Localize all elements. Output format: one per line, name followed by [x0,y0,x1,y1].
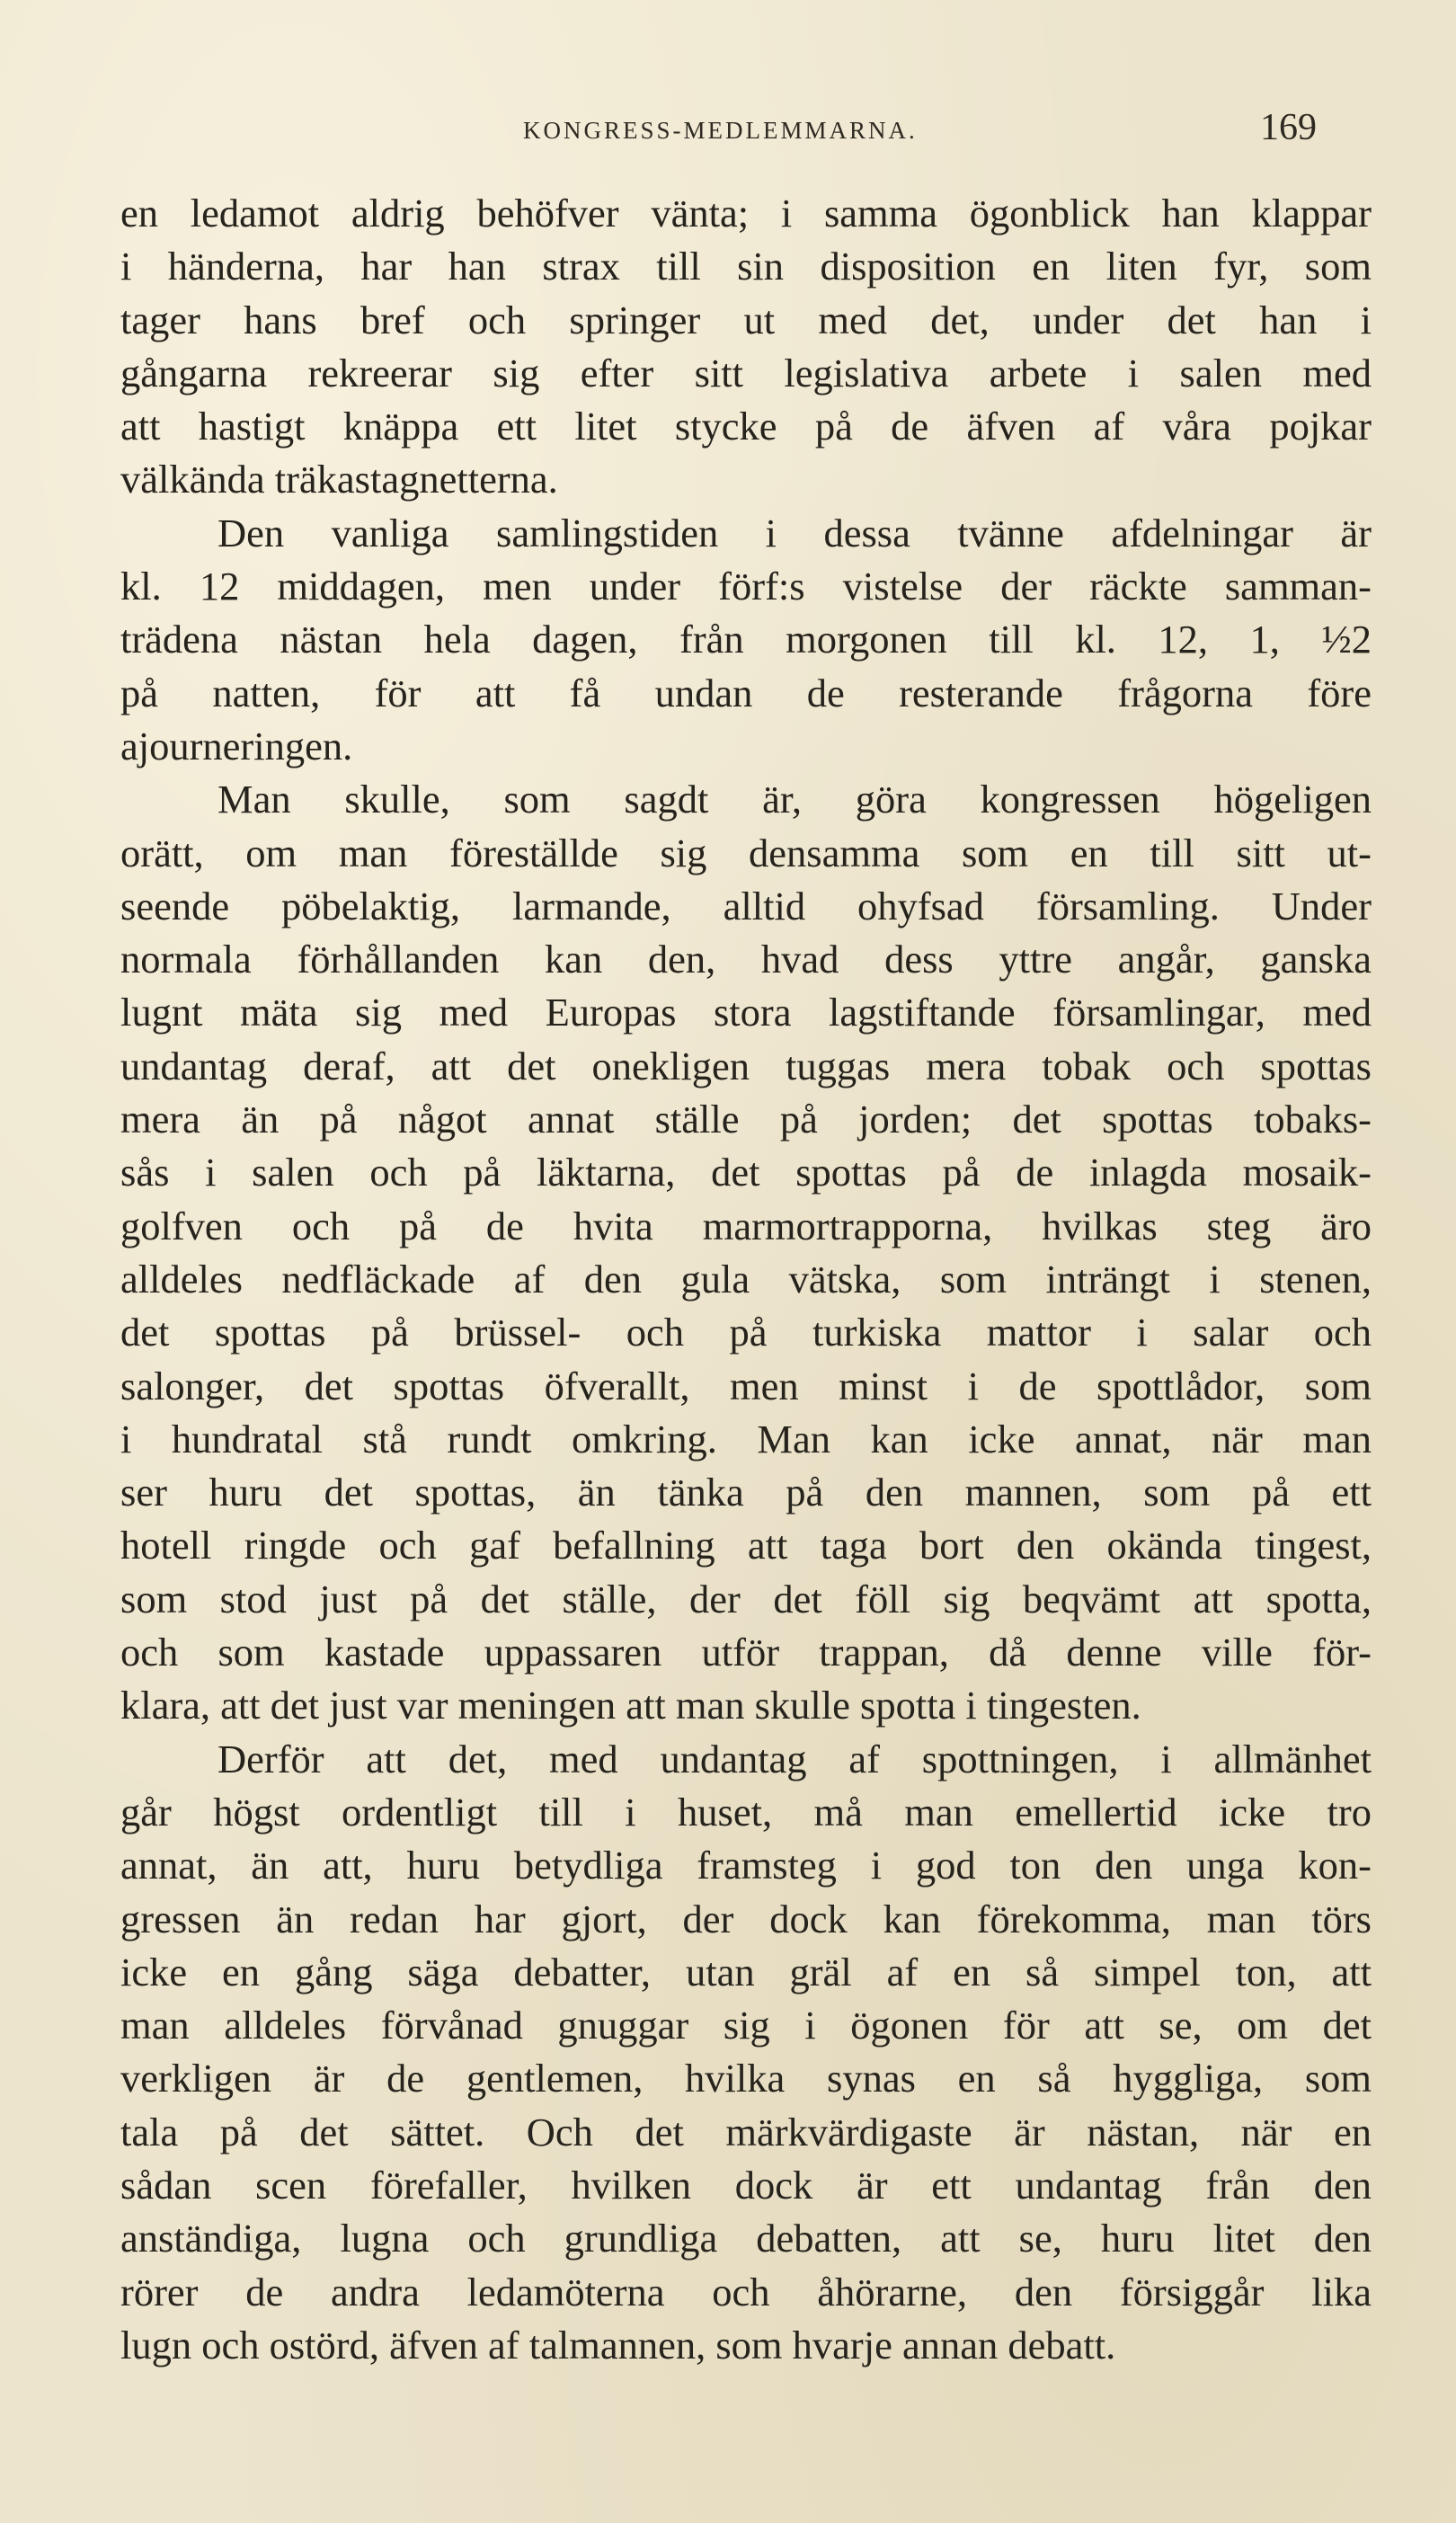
text-line: icke en gång säga debatter, utan gräl af en så simpel ton, att [120,1949,1372,1994]
text-line: anständiga, lugna och grundliga debatten, att se, huru litet den [120,2216,1372,2261]
text-line: man alldeles förvånad gnuggar sig i ögonen för att se, om det [120,2003,1372,2048]
text-line: välkända träkastagnetterna. [120,457,558,502]
paragraph [120,187,1372,507]
text-line: gångarna rekreerar sig efter sitt legislativa arbete i salen med [120,350,1372,395]
text-line: att hastigt knäppa ett litet stycke på de äfven af våra pojkar [120,404,1372,449]
text-line: Derför att det, med undantag af spottningen, i allmänhet [218,1736,1372,1781]
text-line: Man skulle, som sagdt är, göra kongressen högeligen [218,777,1372,822]
text-line: lugn och ostörd, äfven af talmannen, som hvarje annan debatt. [120,2322,1116,2368]
text-line: seende pöbelaktig, larmande, alltid ohyfsad församling. Under [120,883,1372,928]
text-line: sådan scen förefaller, hvilken dock är ett undantag från den [120,2162,1372,2208]
page-number: 169 [1260,107,1317,148]
text-line: mera än på något annat ställe på jorden; det spottas tobaks- [120,1097,1372,1142]
running-head [0,106,1456,169]
text-line: verkligen är de gentlemen, hvilka synas en så hyggliga, som [120,2056,1372,2101]
running-title: KONGRESS-MEDLEMMARNA. [523,117,918,144]
text-line: orätt, om man föreställde sig densamma som en till sitt ut- [120,830,1372,875]
text-line: normala förhållanden kan den, hvad dess yttre angår, ganska [120,937,1372,982]
text-line: på natten, för att få undan de resterande frågorna före [120,670,1372,715]
text-line: alldeles nedfläckade af den gula vätska, som inträngt i stenen, [120,1256,1372,1301]
text-line: det spottas på brüssel- och på turkiska mattor i salar och [120,1310,1372,1355]
text-line: som stod just på det ställe, der det föll sig beqvämt att spotta, [120,1576,1372,1621]
text-line: annat, än att, huru betydliga framsteg i god ton den unga kon- [120,1843,1372,1888]
text-line: sås i salen och på läktarna, det spottas på de inlagda mosaik- [120,1150,1372,1195]
text-line: rörer de andra ledamöterna och åhörarne, den försiggår lika [120,2269,1372,2314]
text-line: tala på det sättet. Och det märkvärdigaste är nästan, när en [120,2109,1372,2154]
text-line: en ledamot aldrig behöfver vänta; i samma ögonblick han klappar [120,191,1372,235]
paragraph [120,773,1372,1732]
text-line: i hundratal stå rundt omkring. Man kan icke annat, när man [120,1416,1372,1461]
text-line: undantag deraf, att det onekligen tuggas mera tobak och spottas [120,1043,1372,1088]
text-line: går högst ordentligt till i huset, må man emellertid icke tro [120,1789,1372,1835]
paragraph [120,1733,1372,2373]
body-text [120,187,1372,2372]
text-line: Den vanliga samlingstiden i dessa tvänne afdelningar är [218,510,1372,555]
text-line: kl. 12 middagen, men under förf:s vistelse der räckte samman- [120,564,1372,609]
text-line: salonger, det spottas öfverallt, men minst i de spottlådor, som [120,1363,1372,1408]
text-line: trädena nästan hela dagen, från morgonen till kl. 12, 1, ½2 [120,617,1372,662]
text-line: och som kastade uppassaren utför trappan, då denne ville för- [120,1630,1372,1675]
text-line: klara, att det just var meningen att man skulle spotta i tingesten. [120,1683,1141,1728]
paragraph [120,507,1372,773]
text-line: tager hans bref och springer ut med det, under det han i [120,297,1372,342]
text-line: lugnt mäta sig med Europas stora lagstiftande församlingar, med [120,990,1372,1035]
text-line: gressen än redan har gjort, der dock kan förekomma, man törs [120,1896,1372,1941]
text-line: ser huru det spottas, än tänka på den mannen, som på ett [120,1470,1372,1515]
text-line: golfven och på de hvita marmortrapporna, hvilkas steg äro [120,1203,1372,1248]
text-line: ajourneringen. [120,723,353,768]
text-line: i händerna, har han strax till sin disposition en liten fyr, som [120,244,1372,289]
text-line: hotell ringde och gaf befallning att taga bort den okända tingest, [120,1523,1372,1568]
